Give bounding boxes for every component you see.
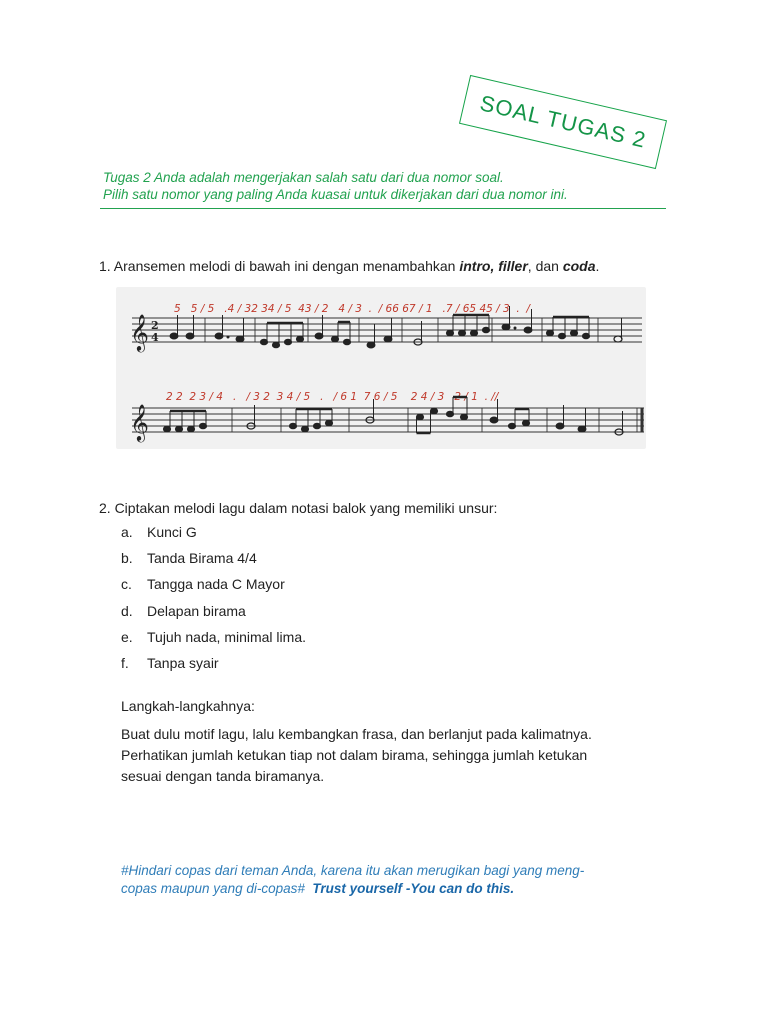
q1-prefix: 1. Aransemen melodi di bawah ini dengan menambahkan [99,258,460,274]
intro-line-2: Pilih satu nomor yang paling Anda kuasai untuk dikerjakan dari dua nomor ini. [103,187,568,202]
treble-clef-icon: 𝄞 [130,313,149,351]
question-2: 2. Ciptakan melodi lagu dalam notasi balok yang memiliki unsur: [99,500,498,516]
warning-note [121,862,661,898]
motivation-text: Trust yourself -You can do this. [312,881,515,896]
list-item: f. Tanpa syair [121,654,219,671]
q1-emph: intro, filler [459,258,528,274]
q1-mid: , dan [527,258,563,274]
list-item: e. Tujuh nada, minimal lima. [121,628,306,645]
requirements-list [121,524,306,681]
time-signature-bottom: 4 [151,331,159,344]
question-1 [99,258,599,274]
steps-line-1: Buat dulu motif lagu, lalu kembangkan frasa, dan berlanjut pada kalimatnya. [121,726,592,742]
q1-emph2: coda [562,258,596,274]
list-item: c. Tangga nada C Mayor [121,576,285,593]
intro-text [103,169,667,203]
list-item: b. Tanda Birama 4/4 [121,550,257,567]
time-signature-top: 2 [151,319,159,332]
intro-line-1: Tugas 2 Anda adalah mengerjakan salah satu dari dua nomor soal. [103,170,504,185]
divider [100,208,666,209]
treble-clef-icon-row-2: 𝄞 [130,403,149,441]
steps-line-3: sesuai dengan tanda biramanya. [121,768,325,784]
warning-line-2: copas maupun yang di-copas# [121,881,305,896]
notation-row-2: 2 2 2 3 / 4 . / 3 2 3 4 / 5 . / 6 1 7 6 / 5 2 4 / 3 2 / 1 . // [166,391,499,403]
list-item: d. Delapan birama [121,602,246,619]
soal-tugas-stamp [459,75,667,169]
q1-suffix: . [595,258,600,274]
steps-text [121,724,661,787]
music-score [116,287,646,449]
steps-title: Langkah-langkahnya: [121,698,255,714]
warning-line-1: #Hindari copas dari teman Anda, karena itu akan merugikan bagi yang meng- [121,863,585,878]
list-item: a. Kunci G [121,524,197,540]
notation-row-1: 5 5 / 5 .4 / 32 34 / 5 43 / 2 4 / 3 . / 66 67 / 1 .7 / 65 45 / 3 . / [174,303,530,315]
stamp-title: SOAL TUGAS 2 [477,90,649,153]
steps-line-2: Perhatikan jumlah ketukan tiap not dalam birama, sehingga jumlah ketukan [121,747,588,763]
staff-row-2 [132,408,644,432]
